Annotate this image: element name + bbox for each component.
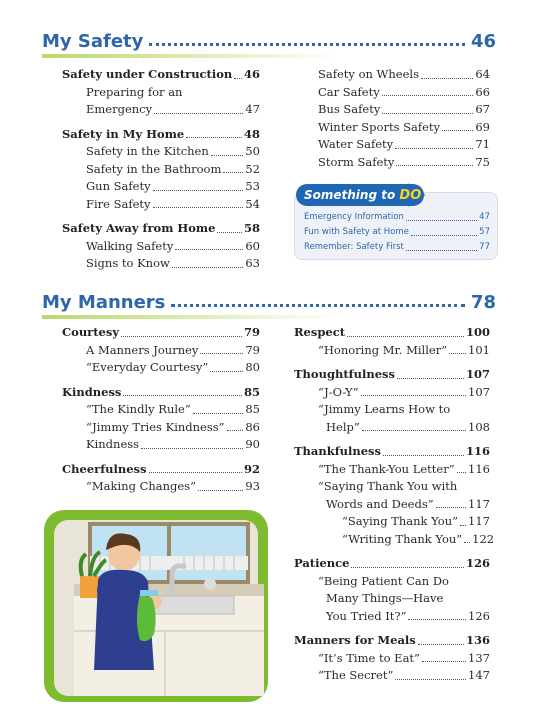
leader-dots [149, 43, 465, 46]
toc-entry[interactable]: A Manners Journey 79 [86, 342, 260, 357]
toc-entry[interactable]: Car Safety 66 [318, 84, 490, 99]
toc-entry-line: “Jimmy Learns How to [318, 402, 451, 416]
toc-entry[interactable]: “Jimmy Tries Kindness” 86 [86, 419, 260, 434]
toc-entry[interactable]: Respect 100 [294, 325, 490, 339]
manners-left-column [62, 324, 260, 496]
toc-entry-line: Many Things—Have [326, 591, 444, 605]
toc-entry[interactable]: Manners for Meals 136 [294, 633, 490, 647]
activity-entry[interactable]: Fun with Safety at Home 57 [304, 227, 490, 237]
toc-entry[interactable]: Patience 126 [294, 556, 490, 570]
safety-right-column [318, 66, 490, 171]
heading-underline [42, 315, 342, 319]
something-to-do-banner: Something to DO [296, 184, 424, 206]
leader-dots [171, 304, 465, 307]
toc-entry[interactable]: Storm Safety 75 [318, 154, 490, 169]
toc-entry[interactable]: “Writing Thank You” 122 [342, 531, 495, 546]
toc-entry[interactable]: Signs to Know 63 [86, 256, 260, 270]
toc-entry[interactable]: “Making Changes” 93 [86, 479, 260, 493]
toc-entry[interactable]: Gun Safety 53 [86, 179, 260, 193]
toc-entry[interactable]: Thoughtfulness 107 [294, 367, 490, 381]
do-logo: DO [399, 188, 422, 203]
toc-entry[interactable]: “The Secret” 147 [318, 668, 490, 682]
toc-entry[interactable]: Water Safety 71 [318, 137, 490, 151]
toc-entry[interactable]: Kindness 85 [62, 384, 260, 399]
section-title: My Manners [42, 292, 166, 313]
toc-entry[interactable]: “Saying Thank You” 117 [342, 514, 490, 528]
toc-entry-line: “Saying Thank You with [318, 479, 458, 493]
toc-entry[interactable]: “The Thank-You Letter” 116 [318, 461, 490, 476]
toc-entry[interactable]: You Tried It?” 126 [326, 608, 490, 623]
section-heading-my-safety[interactable] [42, 22, 496, 52]
toc-entry[interactable]: Fire Safety 54 [86, 196, 260, 211]
heading-underline [42, 54, 342, 58]
section-page-number: 78 [470, 292, 496, 313]
toc-entry[interactable]: Courtesy 79 [62, 325, 260, 339]
activity-entry[interactable]: Remember: Safety First 77 [304, 242, 490, 252]
toc-entry[interactable]: Words and Deeds” 117 [326, 496, 490, 511]
toc-entry[interactable]: Safety in the Kitchen 50 [86, 144, 260, 158]
something-to-do-list [304, 210, 490, 255]
toc-entry[interactable]: Winter Sports Safety 69 [318, 119, 490, 134]
toc-entry[interactable]: Cheerfulness 92 [62, 461, 260, 476]
toc-entry[interactable]: “It’s Time to Eat” 137 [318, 650, 490, 665]
section-title: My Safety [42, 31, 144, 52]
toc-entry[interactable]: “The Kindly Rule” 85 [86, 402, 260, 416]
toc-entry[interactable]: Safety in the Bathroom 52 [86, 161, 260, 176]
toc-entry[interactable]: Safety on Wheels 64 [318, 67, 490, 81]
toc-entry[interactable]: “J-O-Y” 107 [318, 384, 490, 399]
toc-entry[interactable]: Bus Safety 67 [318, 102, 490, 116]
section-heading-my-manners[interactable] [42, 283, 496, 313]
toc-entry[interactable]: Safety in My Home 48 [62, 126, 260, 141]
toc-entry[interactable]: “Honoring Mr. Miller” 101 [318, 342, 490, 357]
activity-entry[interactable]: Emergency Information 47 [304, 212, 490, 222]
toc-entry[interactable]: Emergency 47 [86, 102, 260, 116]
section-page-number: 46 [470, 31, 496, 52]
toc-entry[interactable]: Safety Away from Home 58 [62, 221, 260, 235]
toc-entry-line: “Being Patient Can Do [318, 573, 449, 588]
toc-entry[interactable]: “Everyday Courtesy” 80 [86, 360, 260, 374]
toc-entry[interactable]: Help” 108 [326, 419, 490, 434]
kitchen-scene-image [44, 510, 268, 702]
safety-left-column [62, 66, 260, 273]
toc-entry[interactable]: Kindness 90 [86, 437, 260, 451]
toc-entry[interactable]: Safety under Construction 46 [62, 67, 260, 81]
toc-entry[interactable]: Thankfulness 116 [294, 444, 490, 458]
toc-entry[interactable]: Walking Safety 60 [86, 238, 260, 253]
toc-entry-line: Preparing for an [86, 84, 183, 99]
boy-washing-dishes-illustration [44, 510, 268, 702]
manners-right-column [294, 324, 495, 685]
